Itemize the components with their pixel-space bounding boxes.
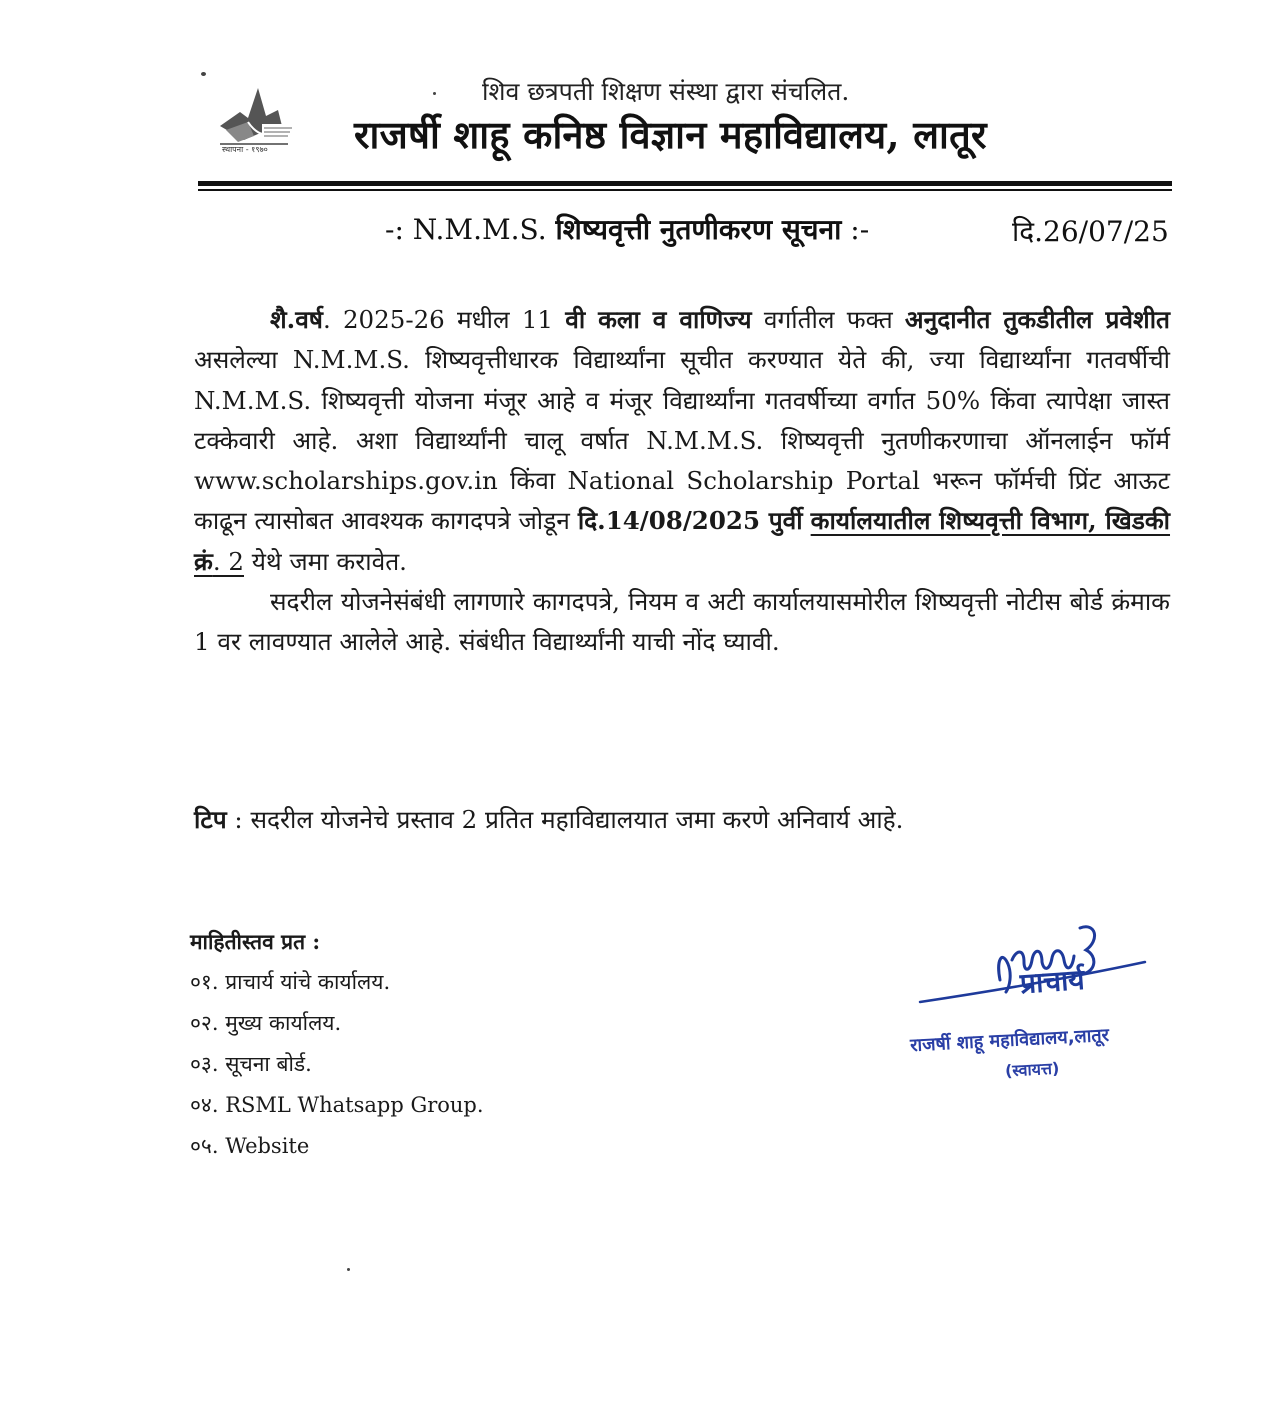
logo-caption: स्थापना - १९७० (222, 145, 268, 154)
deadline-date: दि.14/08/2025 पुर्वी (577, 506, 803, 536)
stamp-subtitle: (स्वायत्त) (1004, 1058, 1060, 1081)
text-fragment: येथे जमा करावेत. (244, 546, 407, 576)
text-fragment: असलेल्या N.M.M.S. शिष्यवृत्तीधारक विद्यार्थ्यांना सूचीत करण्यात येते की, ज्या विद्यार्थ्यांना गतवर्षीची N.M.M.S. शिष्यवृत्ती योजना मंजूर आहे व मंजूर विद्यार्थ्यांना गतवर्षीच्या वर्गात 50% किंवा त्यापेक्षा जास्त टक्केवारी आहे. अशा विद्यार्थ्यांनी चालू वर्षात N.M.M.S. शिष्यवृत्ती नुतणीकरणाचा ऑनलाईन फॉर्म www.scholarships.gov.in किंवा National Scholarship Portal भरून फॉर्मची प्रिंट आऊट काढून त्यासोबत आवश्यक कागदपत्रे जोडून (194, 345, 1170, 536)
text-fragment (803, 506, 811, 535)
window-number: . 2 (212, 546, 244, 576)
heading-prefix: -: N.M.M.S. (385, 213, 556, 246)
scan-speck (347, 1268, 350, 1271)
signature-title: प्राचार्य (1018, 962, 1086, 1001)
tip-text: : सदरील योजनेचे प्रस्ताव 2 प्रतित महाविद्यालयात जमा करणे अनिवार्य आहे. (226, 805, 904, 834)
notice-body (194, 300, 1170, 663)
heading-suffix: :- (841, 213, 870, 246)
list-item: ०१. प्राचार्य यांचे कार्यालय. (190, 970, 391, 994)
text-fragment: वर्गातील फक्त (751, 305, 905, 334)
tip-label: टिप (194, 805, 227, 834)
principal-signature-block (900, 900, 1200, 1100)
paragraph-1 (194, 300, 1170, 582)
notice-heading (385, 210, 869, 248)
text-fragment: वी कला व वाणिज्य (565, 305, 752, 334)
tip-note (194, 803, 903, 836)
stamp-college: राजर्षी शाहू महाविद्यालय,लातूर (909, 1024, 1110, 1057)
heading-main: शिष्यवृत्ती नुतणीकरण सूचना (555, 213, 842, 246)
paragraph-2: सदरील योजनेसंबंधी लागणारे कागदपत्रे, नियम व अटी कार्यालयासमोरील शिष्यवृत्ती नोटीस बोर्ड क्रंमाक 1 वर लावण्यात आलेले आहे. संबंधीत विद्यार्थ्यांनी याची नोंद घ्यावी. (194, 587, 1170, 657)
text-fragment: शै.वर्ष (270, 305, 323, 334)
list-item: ०२. मुख्य कार्यालय. (190, 1011, 342, 1035)
college-title: राजर्षी शाहू कनिष्ठ विज्ञान महाविद्यालय, लातूर (354, 112, 987, 157)
text-fragment: अनुदानीत तुकडीतील प्रवेशीत (904, 305, 1171, 334)
header-rule-thick (198, 181, 1172, 186)
list-item: ०३. सूचना बोर्ड. (190, 1052, 312, 1076)
copies-title: माहितीस्तव प्रत : (190, 929, 321, 954)
list-item: ०४. RSML Whatsapp Group. (190, 1093, 484, 1117)
scan-speck (433, 92, 436, 95)
header-subtitle: शिव छत्रपती शिक्षण संस्था द्वारा संचलित. (482, 77, 850, 106)
text-fragment: . 2025-26 मधील 11 (322, 305, 566, 334)
notice-date: दि.26/07/25 (1012, 215, 1169, 248)
header-rule-thin (198, 189, 1172, 191)
list-item: ०५. Website (190, 1134, 310, 1158)
scan-speck (201, 72, 206, 76)
submission-location: कार्यालयातील शिष्यवृत्ती विभाग, खिडकी क्रं (194, 506, 1171, 576)
copies-list (190, 928, 484, 1173)
